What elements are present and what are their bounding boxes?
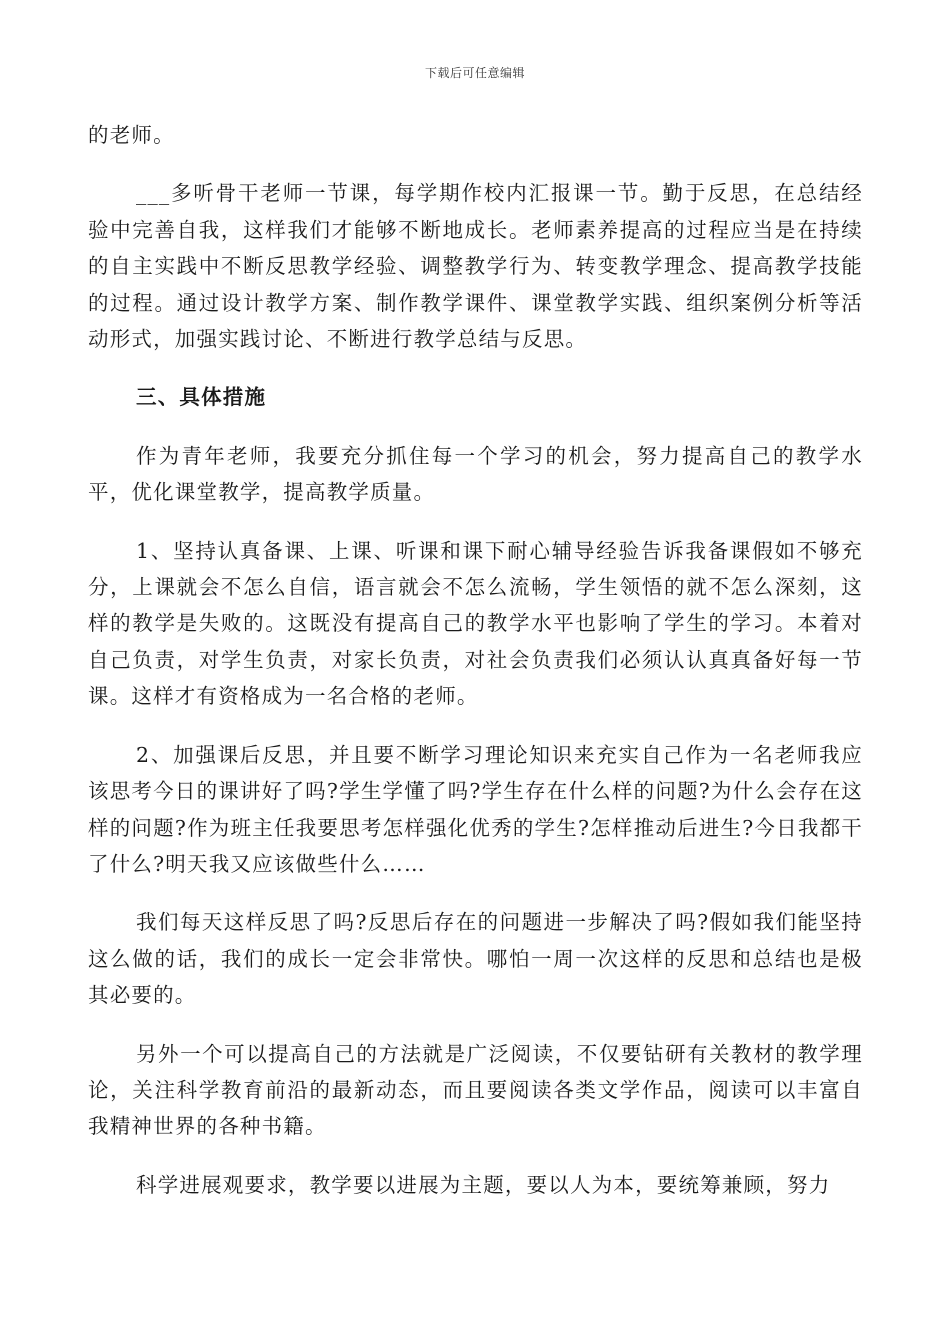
paragraph-continuation: 的老师。 [88,123,175,147]
paragraph-reading: 另外一个可以提高自己的方法就是广泛阅读，不仅要钻研有关教材的教学理论，关注科学教育前沿的最新动态，而且要阅读各类文学作品，阅读可以丰富自我精神世界的各种书籍。 [88,1041,863,1139]
paragraph-science: 科学进展观要求，教学要以进展为主题，要以人为本，要统筹兼顾，努力 [136,1172,831,1197]
section-heading: 三、具体措施 [136,385,267,410]
paragraph-item-1: 1、坚持认真备课、上课、听课和课下耐心辅导经验告诉我备课假如不够充分，上课就会不怎么自信，语言就会不怎么流畅，学生领悟的就不怎么深刻，这样的教学是失败的。这既没有提高自己的教学水平也影响了学生的学习。本着对自己负责，对学生负责，对家长负责，对社会负责我们必须认认真真备好每一节课。这样才有资格成为一名合格的老师。 [88,538,863,709]
paragraph-item-2: 2、加强课后反思，并且要不断学习理论知识来充实自己作为一名老师我应该思考今日的课讲好了吗?学生学懂了吗?学生存在什么样的问题?为什么会存在这样的问题?作为班主任我要思考怎样强化优秀的学生?怎样推动后进生?今日我都干了什么?明天我又应该做些什么…… [88,742,863,876]
paragraph-intro: 作为青年老师，我要充分抓住每一个学习的机会，努力提高自己的教学水平，优化课堂教学，提高教学质量。 [88,443,863,505]
page-header: 下载后可任意编辑 [424,66,525,80]
paragraph-daily-reflection: 我们每天这样反思了吗?反思后存在的问题进一步解决了吗?假如我们能坚持这么做的话，我们的成长一定会非常快。哪怕一周一次这样的反思和总结也是极其必要的。 [88,910,863,1008]
document-body [88,117,863,1225]
paragraph-reflection: ___多听骨干老师一节课，每学期作校内汇报课一节。勤于反思，在总结经验中完善自我，这样我们才能够不断地成长。老师素养提高的过程应当是在持续的自主实践中不断反思教学经验、调整教学行为、转变教学理念、提高教学技能的过程。通过设计教学方案、制作教学课件、课堂教学实践、组织案例分析等活动形式，加强实践讨论、不断进行教学总结与反思。 [88,181,863,352]
